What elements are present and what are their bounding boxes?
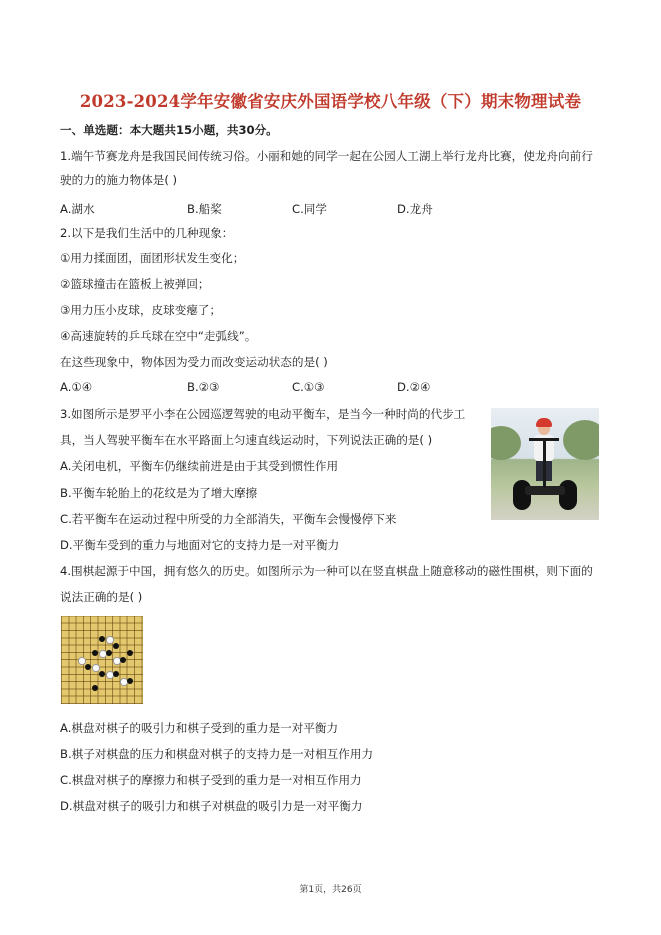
q4-option-b: B.棋子对棋盘的压力和棋盘对棋子的支持力是一对相互作用力 <box>60 747 374 761</box>
q1-stem-line-1: 1.端午节赛龙舟是我国民间传统习俗。小丽和她的同学一起在公园人工湖上举行龙舟比赛，使龙舟向前行 <box>60 149 593 163</box>
q2-stem-line-3: ②篮球撞击在篮板上被弹回； <box>60 277 210 291</box>
q1-option-d: D.龙舟 <box>397 202 433 216</box>
q3-stem-line-1: 3.如图所示是罗平小李在公园巡逻驾驶的电动平衡车，是当今一种时尚的代步工 <box>60 407 466 421</box>
q4-option-c: C.棋盘对棋子的摩擦力和棋子受到的重力是一对相互作用力 <box>60 773 362 787</box>
q2-stem-line-4: ③用力压小皮球，皮球变瘪了； <box>60 303 222 317</box>
q2-option-d: D.②④ <box>397 380 431 394</box>
q4-stem-line-2: 说法正确的是( ) <box>60 590 143 604</box>
q1-option-a: A.湖水 <box>60 202 95 216</box>
go-board-image <box>61 616 143 704</box>
q3-stem-line-2: 具，当人驾驶平衡车在水平路面上匀速直线运动时，下列说法正确的是( ) <box>60 433 433 447</box>
exam-title: 2023-2024学年安徽省安庆外国语学校八年级（下）期末物理试卷 <box>79 92 582 111</box>
q1-option-b: B.船桨 <box>187 202 222 216</box>
q4-option-d: D.棋盘对棋子的吸引力和棋子对棋盘的吸引力是一对平衡力 <box>60 799 363 813</box>
q2-stem-line-2: ①用力揉面团，面团形状发生变化； <box>60 251 245 265</box>
q1-stem-line-2: 驶的力的施力物体是( ) <box>60 173 178 187</box>
q2-option-b: B.②③ <box>187 380 220 394</box>
q3-option-b: B.平衡车轮胎上的花纹是为了增大摩擦 <box>60 486 258 500</box>
q2-option-a: A.①④ <box>60 380 93 394</box>
page-footer: 第1页，共26页 <box>299 885 362 895</box>
q2-stem-line-1: 2.以下是我们生活中的几种现象： <box>60 226 234 240</box>
q4-stem-line-1: 4.围棋起源于中国，拥有悠久的历史。如图所示为一种可以在竖直棋盘上随意移动的磁性围棋，则下面的 <box>60 564 593 578</box>
q3-option-d: D.平衡车受到的重力与地面对它的支持力是一对平衡力 <box>60 538 340 552</box>
q2-stem-line-6: 在这些现象中，物体因为受力而改变运动状态的是( ) <box>60 355 328 369</box>
q4-option-a: A.棋盘对棋子的吸引力和棋子受到的重力是一对平衡力 <box>60 721 339 735</box>
segway-rider-image <box>491 408 599 520</box>
q2-stem-line-5: ④高速旋转的乒乓球在空中“走弧线”。 <box>60 329 257 343</box>
section-heading: 一、单选题：本大题共15小题，共30分。 <box>60 123 278 137</box>
q1-option-c: C.同学 <box>292 202 327 216</box>
q2-option-c: C.①③ <box>292 380 325 394</box>
q3-option-c: C.若平衡车在运动过程中所受的力全部消失，平衡车会慢慢停下来 <box>60 512 397 526</box>
q3-option-a: A.关闭电机，平衡车仍继续前进是由于其受到惯性作用 <box>60 459 339 473</box>
